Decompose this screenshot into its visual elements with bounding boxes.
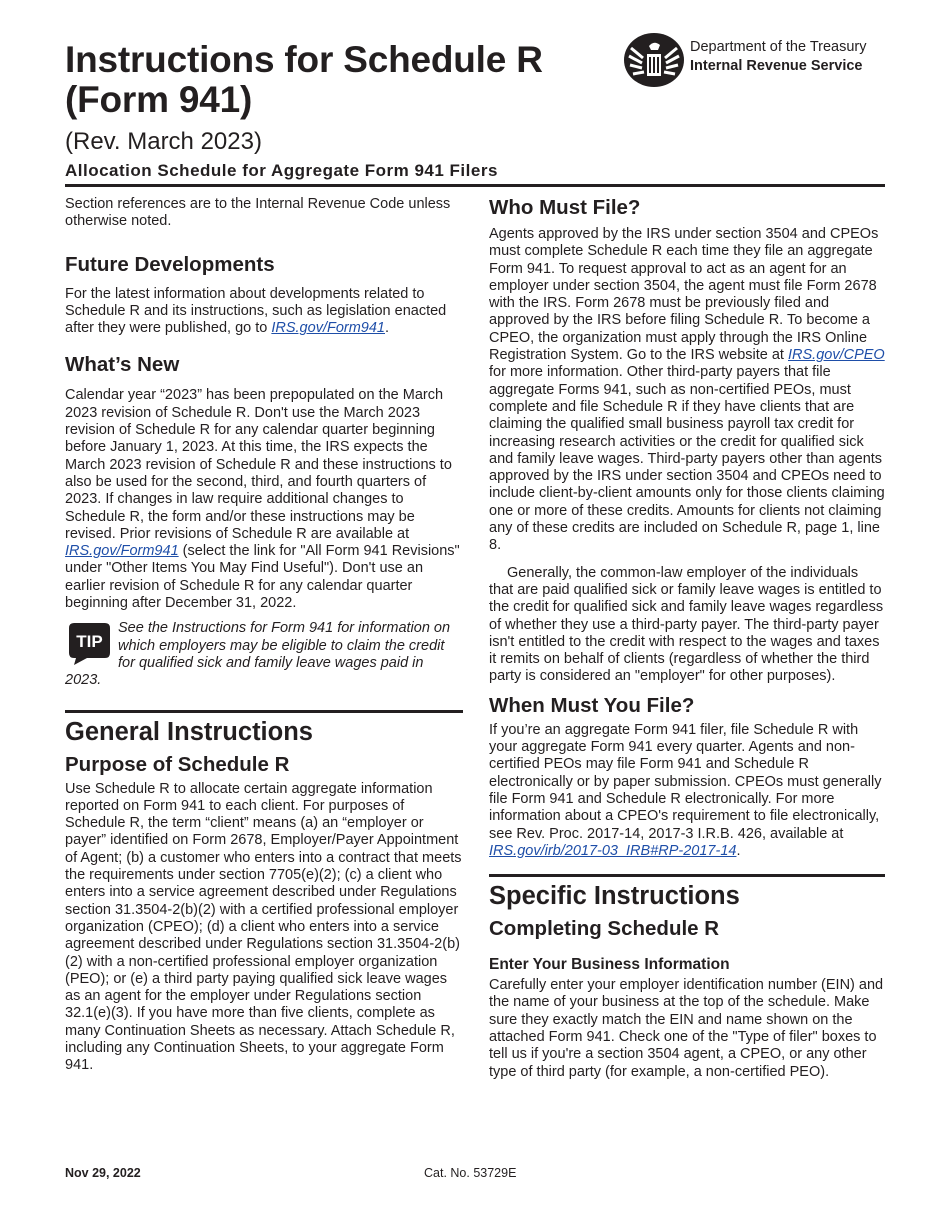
- intro-text: Section references are to the Internal Revenue Code unless otherwise noted.: [65, 196, 451, 230]
- completing-schedule-r-heading: Completing Schedule R: [489, 917, 720, 941]
- footer-date: Nov 29, 2022: [65, 1166, 141, 1180]
- future-text: For the latest information about developments related to Schedule R and its instructions, such as legislation enacted after they were published, go to: [65, 285, 447, 337]
- agency-name: [690, 38, 867, 76]
- revision-date: (Rev. March 2023): [65, 128, 262, 155]
- irs-form941-link[interactable]: IRS.gov/Form941: [271, 320, 385, 337]
- tip-label: TIP: [76, 632, 103, 652]
- who-text-1: Agents approved by the IRS under section 3504 and CPEOs must complete Schedule R each time they file an aggregate Form 941. To request approval to act as an agent for an employer under section 3504, the agent must file Form 2678 with the IRS. Form 2678 must be previously filed and approved by the IRS before filing Schedule R. To become a CPEO, the organization must apply through the IRS Online Registration System. Go to the IRS website at: [489, 226, 879, 364]
- irs-eagle-logo-icon: [623, 32, 685, 88]
- tip-box: [65, 620, 463, 689]
- dept-line-2: Internal Revenue Service: [690, 58, 863, 74]
- header-rule: [65, 184, 885, 187]
- whats-new-text: [65, 387, 463, 612]
- tip-icon: [65, 620, 113, 666]
- purpose-text: Use Schedule R to allocate certain aggregate information reported on Form 941 to each client. For purposes of Schedule R, the term “client” means (a) an “employer or payer” identified on Form 2678, Employer/Payer Appointment of Agent; (b) a customer who enters into a contract that meets the requirements under section 7705(e)(2); (c) a client who enters into a service agreement described under Regulations section 31.3504-2(b)(2) with a certified professional employer organization (CPEO); (d) a client who enters into a service agreement described under Regulations section 31.3504-2(b)(2) with a non-certified professional employer organization (PEO); or (e) a third party paying qualified sick leave wages as an agent for the employer under Regulations section 32.1(e)(3). If you have more than five clients, complete as many Continuation Sheets as necessary. Attach Schedule R, including any Continuation Sheets, to your aggregate Form 941.: [65, 780, 462, 1074]
- whats-new-heading: What’s New: [65, 353, 180, 377]
- enter-business-info-text: Carefully enter your employer identification number (EIN) and the name of your business at the top of the schedule. Make sure they exactly match the EIN and name shown on the attached Form 941. Check one of the "Type of filer" boxes to tell us if you're a section 3504 agent, a CPEO, or any other type of third party (for example, a non-certified PEO).: [489, 977, 884, 1080]
- irs-logo-block: [623, 32, 893, 88]
- left-column: [65, 196, 463, 1075]
- future-developments-heading: Future Developments: [65, 252, 275, 276]
- irs-irb-link[interactable]: IRS.gov/irb/2017-03_IRB#RP-2017-14: [489, 842, 737, 859]
- right-column: [489, 196, 885, 1081]
- irs-form941-revisions-link[interactable]: IRS.gov/Form941: [65, 543, 179, 560]
- tip-icon-wrap: [65, 620, 118, 666]
- general-instructions-heading: General Instructions: [65, 717, 313, 746]
- who-must-file-text-2: Generally, the common-law employer of the individuals that are paid qualified sick or family leave wages is entitled to the credit for qualified sick and family leave wages regardless of whether they use a third-party payer. The third-party payer isn't entitled to the credit with respect to the wages and taxes it remits on behalf of clients (regardless of whether the third party is considered an "employer" for other purposes).: [489, 564, 884, 685]
- dept-line-1: Department of the Treasury: [690, 39, 867, 55]
- whatsnew-end: (select the link for "All Form 941 Revisions" under "Other Items You May Find Useful"). Don't use an earlier revision of Schedule R for any calendar quarter beginning after December 31, 2022.: [65, 543, 460, 612]
- when-must-you-file-heading: When Must You File?: [489, 693, 695, 717]
- when-end: .: [736, 842, 741, 859]
- title-line-1: Instructions for Schedule R: [65, 39, 543, 80]
- enter-business-info-heading: Enter Your Business Information: [489, 956, 730, 974]
- purpose-heading: Purpose of Schedule R: [65, 752, 290, 776]
- document-subtitle: Allocation Schedule for Aggregate Form 941 Filers: [65, 161, 498, 180]
- who-must-file-heading: Who Must File?: [489, 196, 641, 219]
- irs-cpeo-link[interactable]: IRS.gov/CPEO: [788, 347, 885, 364]
- who-text-1-end: for more information. Other third-party payers that file aggregate Forms 941, such as non-certified PEOs, must complete and file Schedule R if they have clients that are claiming the qualified small business payroll tax credit for increasing research activities or the credit for qualified sick and family leave wages. Third-party payers other than agents approved by the IRS under section 3504 and CPEOs need to include client-by-client amounts only for those clients claiming one or more of these credits. Amounts for clients not claiming any of these credits are included on Schedule R, page 1, line 8.: [489, 364, 885, 554]
- who-must-file-text: [489, 226, 885, 555]
- tip-text: See the Instructions for Form 941 for information on which employers may be eligible to claim the credit for qualified sick and family leave wages paid in 2023.: [65, 620, 451, 689]
- footer-catalog-number: Cat. No. 53729E: [424, 1166, 517, 1180]
- future-developments-text: [65, 286, 463, 338]
- title-line-2: (Form 941): [65, 79, 253, 120]
- future-end: .: [385, 320, 390, 337]
- specific-instructions-heading: Specific Instructions: [489, 882, 740, 911]
- when-must-you-file-text: [489, 722, 885, 860]
- whatsnew-text: Calendar year “2023” has been prepopulated on the March 2023 revision of Schedule R. Don't use the March 2023 revision of Schedule R for any calendar quarter beginning before January 1, 2023. At this time, the IRS expects the March 2023 revision of Schedule R and these instructions to also be used for the second, third, and fourth quarters of 2023. If changes in law require additional changes to Schedule R, the form and/or these instructions may be revised. Prior revisions of Schedule R are available at: [65, 387, 452, 542]
- when-text: If you’re an aggregate Form 941 filer, file Schedule R with your aggregate Form 941 every quarter. Agents and non-certified PEOs may file Form 941 and Schedule R electronically or by paper submission. CPEOs must generally file Form 941 and Schedule R electronically. For more information about a CPEO's requirement to file electronically, see Rev. Proc. 2017-14, 2017-3 I.R.B. 426, available at: [489, 721, 882, 842]
